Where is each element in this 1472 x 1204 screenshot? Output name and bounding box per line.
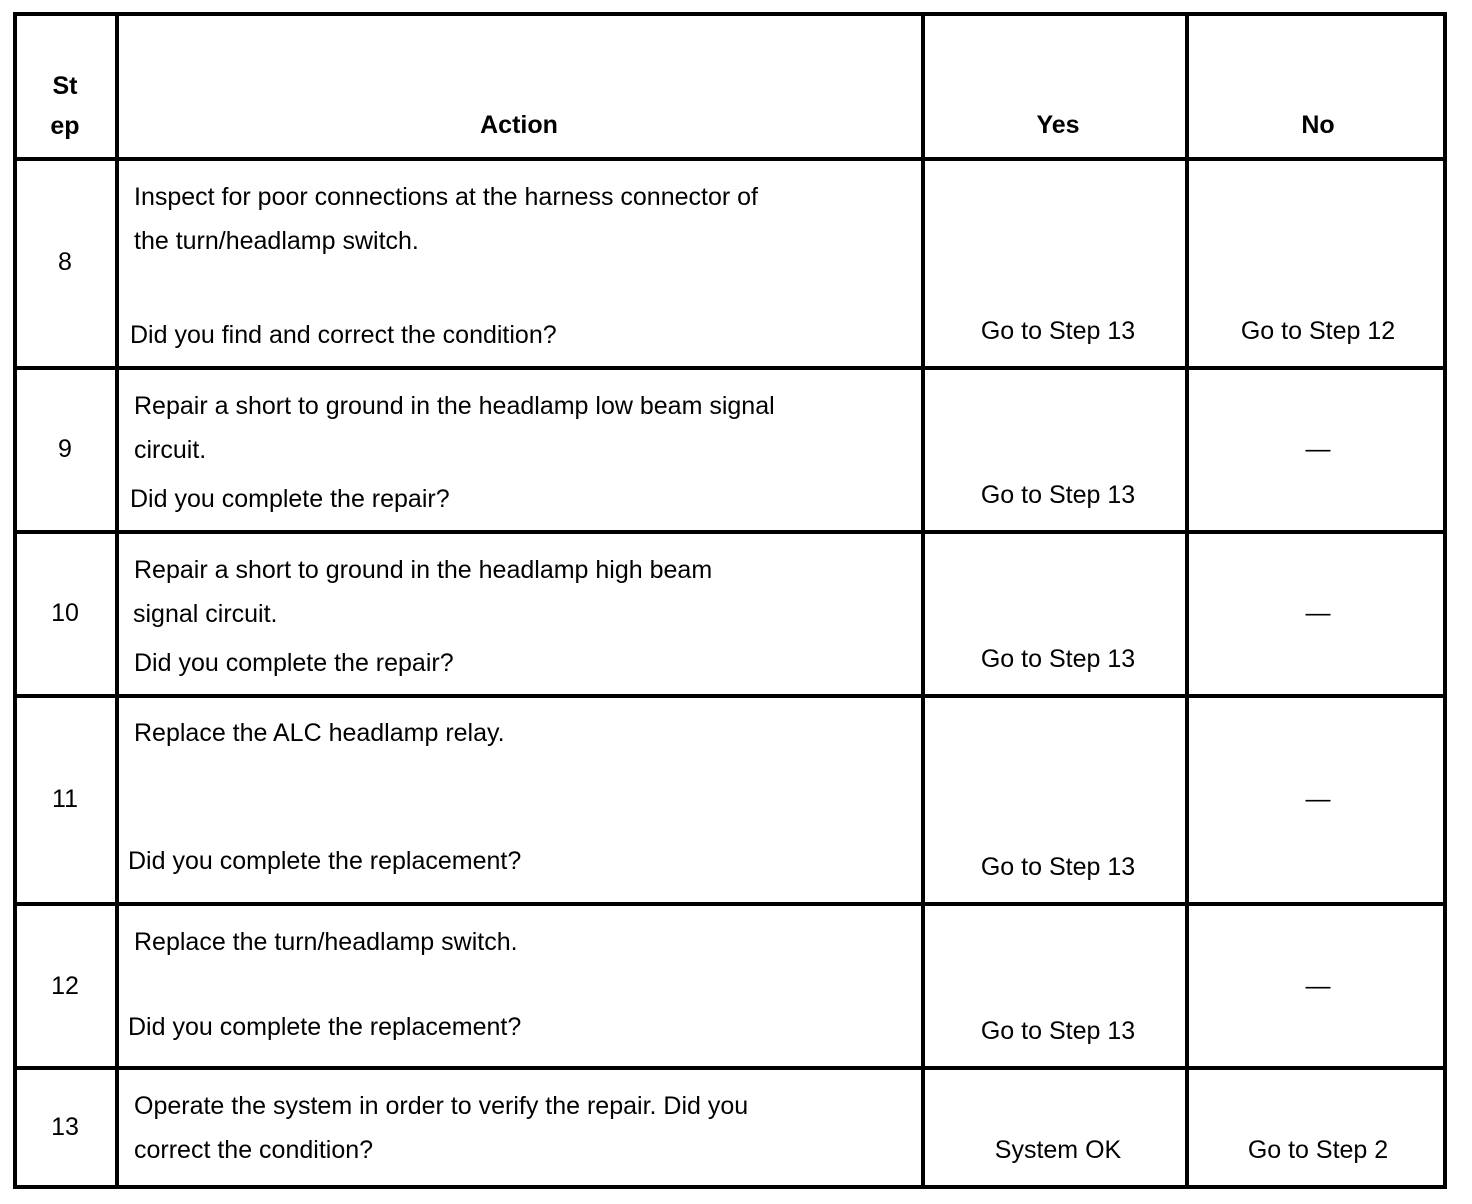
- yes-result: Go to Step 13: [980, 481, 1136, 509]
- action-question: Did you find and correct the condition?: [130, 321, 557, 349]
- step-number: 11: [52, 785, 78, 813]
- action-text: Repair a short to ground in the headlamp low beam signal: [134, 392, 775, 420]
- yes-result: Go to Step 13: [980, 317, 1136, 345]
- no-result: —: [1305, 972, 1331, 1000]
- yes-result: Go to Step 13: [980, 1017, 1136, 1045]
- step-number: 13: [51, 1113, 79, 1141]
- step-number: 8: [58, 248, 72, 276]
- yes-result: Go to Step 13: [980, 645, 1136, 673]
- row-divider: [13, 157, 1447, 161]
- action-text: Replace the ALC headlamp relay.: [134, 719, 505, 747]
- no-result: —: [1305, 599, 1331, 627]
- header-yes: Yes: [1036, 111, 1080, 139]
- action-text: Repair a short to ground in the headlamp high beam: [134, 556, 713, 584]
- action-text: Replace the turn/headlamp switch.: [134, 928, 518, 956]
- action-question: Did you complete the repair?: [130, 485, 450, 513]
- diagnostic-table: [13, 12, 1447, 1189]
- yes-result: Go to Step 13: [980, 853, 1136, 881]
- row-divider: [13, 902, 1447, 906]
- step-number: 10: [51, 599, 79, 627]
- action-text: Operate the system in order to verify the repair. Did you: [134, 1092, 749, 1120]
- header-step: [13, 66, 117, 146]
- no-result: —: [1305, 785, 1331, 813]
- header-step-line2: ep: [50, 112, 80, 140]
- action-text: circuit.: [134, 436, 207, 464]
- action-text: correct the condition?: [134, 1136, 374, 1164]
- no-result: Go to Step 2: [1247, 1136, 1389, 1164]
- yes-result: System OK: [994, 1136, 1122, 1164]
- header-step-line1: St: [52, 72, 78, 100]
- table-border-bottom: [13, 1185, 1447, 1189]
- action-question: Did you complete the replacement?: [128, 1013, 522, 1041]
- no-result: —: [1305, 435, 1331, 463]
- no-result: Go to Step 12: [1240, 317, 1396, 345]
- header-action: Action: [480, 111, 558, 139]
- action-text: signal circuit.: [133, 600, 278, 628]
- action-question: Did you complete the replacement?: [128, 847, 522, 875]
- row-divider: [13, 694, 1447, 698]
- row-divider: [13, 530, 1447, 534]
- action-question: Did you complete the repair?: [134, 649, 454, 677]
- column-divider: [921, 12, 925, 1189]
- table-border-top: [13, 12, 1447, 16]
- row-divider: [13, 1066, 1447, 1070]
- action-text: Inspect for poor connections at the harness connector of: [134, 183, 758, 211]
- action-text: the turn/headlamp switch.: [134, 227, 419, 255]
- row-divider: [13, 366, 1447, 370]
- step-number: 12: [51, 972, 79, 1000]
- step-number: 9: [58, 435, 72, 463]
- header-no: No: [1301, 111, 1335, 139]
